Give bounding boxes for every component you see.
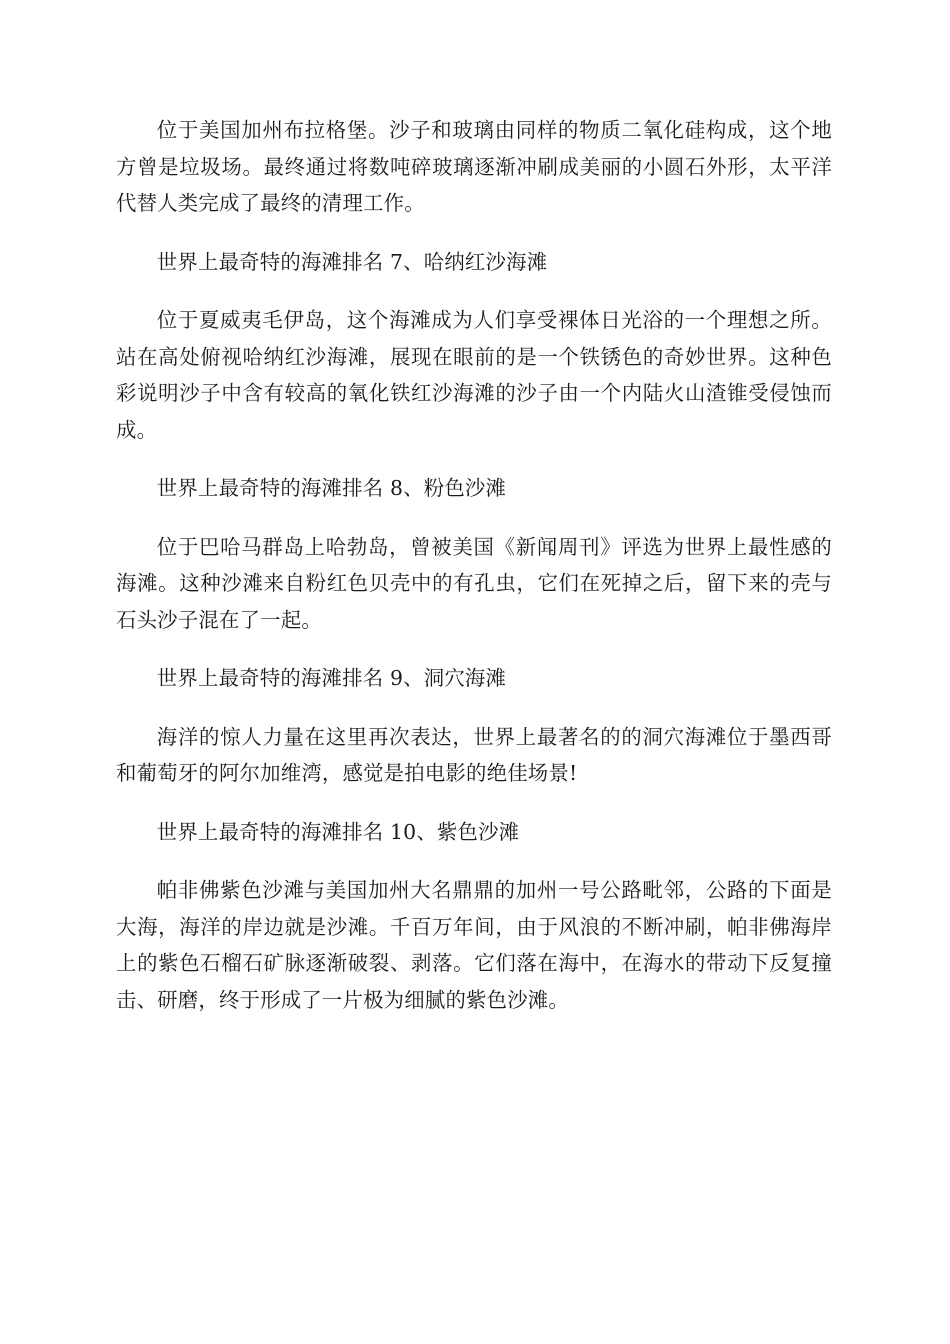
heading-rank-10: 世界上最奇特的海滩排名 10、紫色沙滩 xyxy=(156,819,520,844)
paragraph-cave-beach: 海洋的惊人力量在这里再次表达，世界上最著名的的洞穴海滩位于墨西哥和葡萄牙的阿尔加维湾，感觉是拍电影的绝佳场景! xyxy=(116,724,832,785)
paragraph-glass-beach: 位于美国加州布拉格堡。沙子和玻璃由同样的物质二氧化硅构成，这个地方曾是垃圾场。最终通过将数吨碎玻璃逐渐冲刷成美丽的小圆石外形，太平洋代替人类完成了最终的清理工作。 xyxy=(116,118,832,215)
paragraph-pink-sand: 位于巴哈马群岛上哈勃岛，曾被美国《新闻周刊》评选为世界上最性感的海滩。这种沙滩来自粉红色贝壳中的有孔虫，它们在死掉之后，留下来的壳与石头沙子混在了一起。 xyxy=(116,534,832,632)
paragraph-hana-red-sand: 位于夏威夷毛伊岛，这个海滩成为人们享受裸体日光浴的一个理想之所。站在高处俯视哈纳红沙海滩，展现在眼前的是一个铁锈色的奇妙世界。这种色彩说明沙子中含有较高的氧化铁红沙海滩的沙子由一个内陆火山渣锥受侵蚀而成。 xyxy=(116,308,832,442)
heading-rank-8: 世界上最奇特的海滩排名 8、粉色沙滩 xyxy=(156,476,507,500)
document-body xyxy=(116,112,832,1040)
heading-rank-7: 世界上最奇特的海滩排名 7、哈纳红沙海滩 xyxy=(156,249,548,274)
paragraph-purple-sand: 帕非佛紫色沙滩与美国加州大名鼎鼎的加州一号公路毗邻，公路的下面是大海，海洋的岸边就是沙滩。千百万年间，由于风浪的不断冲刷，帕非佛海岸上的紫色石榴石矿脉逐渐破裂、剥落。它们落在海中，在海水的带动下反复撞击、研磨，终于形成了一片极为细腻的紫色沙滩。 xyxy=(116,878,832,1012)
heading-rank-9: 世界上最奇特的海滩排名 9、洞穴海滩 xyxy=(156,666,507,690)
